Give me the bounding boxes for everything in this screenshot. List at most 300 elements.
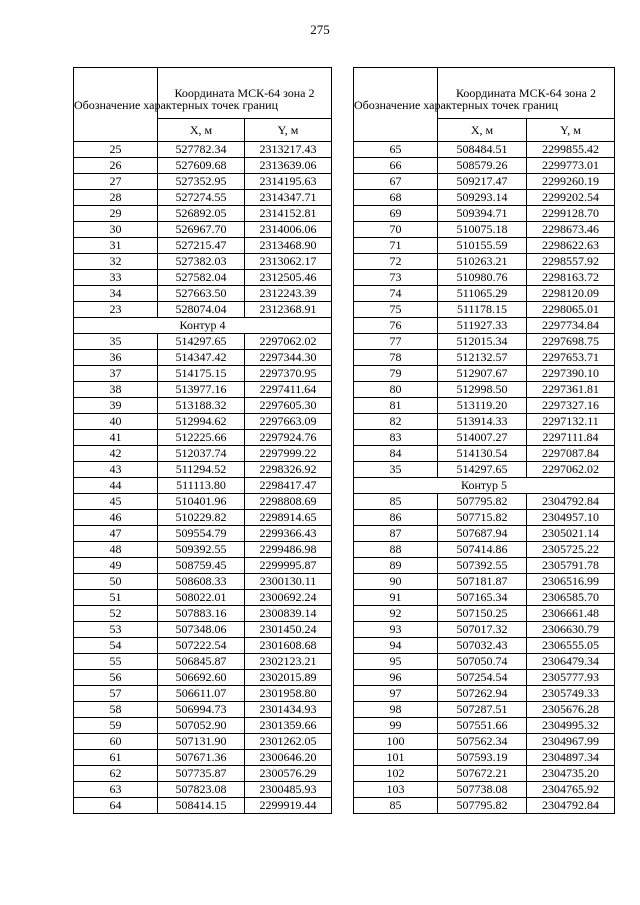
- x-coordinate-cell: 528074.04: [158, 302, 245, 318]
- table-row: [354, 334, 615, 350]
- table-row: [354, 574, 615, 590]
- x-coordinate-cell: 513188.32: [158, 398, 245, 414]
- x-coordinate-cell: 507883.16: [158, 606, 245, 622]
- table-row: [74, 222, 332, 238]
- table-row: [74, 542, 332, 558]
- table-row: [74, 174, 332, 190]
- table-row: [74, 734, 332, 750]
- point-number-cell: 48: [74, 542, 158, 558]
- x-coordinate-cell: 507181.87: [438, 574, 527, 590]
- y-coordinate-cell: 2297390.10: [527, 366, 615, 382]
- x-coordinate-cell: 507671.36: [158, 750, 245, 766]
- y-coordinate-cell: 2301958.80: [245, 686, 332, 702]
- table-row: [354, 526, 615, 542]
- y-coordinate-cell: 2300130.11: [245, 574, 332, 590]
- point-number-cell: 93: [354, 622, 438, 638]
- point-number-cell: 66: [354, 158, 438, 174]
- y-coordinate-cell: 2297734.84: [527, 318, 615, 334]
- table-row: [354, 398, 615, 414]
- y-coordinate-cell: 2305749.33: [527, 686, 615, 702]
- table-row: [354, 254, 615, 270]
- x-coordinate-cell: 526967.70: [158, 222, 245, 238]
- x-coordinate-cell: 527782.34: [158, 142, 245, 158]
- x-coordinate-cell: 508608.33: [158, 574, 245, 590]
- y-coordinate-cell: 2301450.24: [245, 622, 332, 638]
- y-coordinate-cell: 2305777.93: [527, 670, 615, 686]
- table-row: [74, 366, 332, 382]
- table-row: [354, 494, 615, 510]
- x-coordinate-cell: 514007.27: [438, 430, 527, 446]
- y-coordinate-cell: 2306661.48: [527, 606, 615, 622]
- table-row: [354, 462, 615, 478]
- point-number-cell: 85: [354, 798, 438, 814]
- x-coordinate-cell: 512015.34: [438, 334, 527, 350]
- table-row: [354, 798, 615, 814]
- point-number-cell: 82: [354, 414, 438, 430]
- point-number-cell: 75: [354, 302, 438, 318]
- y-coordinate-cell: 2299995.87: [245, 558, 332, 574]
- y-coordinate-cell: 2306555.05: [527, 638, 615, 654]
- table-row: [354, 238, 615, 254]
- table-row: [74, 590, 332, 606]
- x-coordinate-cell: 510980.76: [438, 270, 527, 286]
- x-coordinate-cell: 512037.74: [158, 446, 245, 462]
- table-row: [74, 654, 332, 670]
- table-row: [74, 606, 332, 622]
- y-coordinate-cell: 2313062.17: [245, 254, 332, 270]
- table-row: [354, 654, 615, 670]
- point-number-cell: 88: [354, 542, 438, 558]
- point-number-cell: 42: [74, 446, 158, 462]
- x-coordinate-cell: 507017.32: [438, 622, 527, 638]
- y-coordinate-cell: 2298557.92: [527, 254, 615, 270]
- table-row: [74, 782, 332, 798]
- x-coordinate-cell: 513119.20: [438, 398, 527, 414]
- point-number-cell: 96: [354, 670, 438, 686]
- contour-label: Контур 5: [354, 478, 615, 494]
- x-coordinate-cell: 506611.07: [158, 686, 245, 702]
- table-row: [354, 686, 615, 702]
- point-number-cell: 25: [74, 142, 158, 158]
- x-coordinate-cell: 507687.94: [438, 526, 527, 542]
- x-coordinate-cell: 511065.29: [438, 286, 527, 302]
- table-row: [74, 142, 332, 158]
- coordinates-table-left: [73, 67, 332, 814]
- table-row: [74, 478, 332, 494]
- y-coordinate-cell: 2313468.90: [245, 238, 332, 254]
- point-number-cell: 37: [74, 366, 158, 382]
- x-coordinate-cell: 527352.95: [158, 174, 245, 190]
- designation-header: Обозначение характерных точек границ: [74, 68, 158, 142]
- point-number-cell: 74: [354, 286, 438, 302]
- y-coordinate-cell: 2314195.63: [245, 174, 332, 190]
- table-row: [354, 750, 615, 766]
- y-coordinate-cell: 2297411.64: [245, 382, 332, 398]
- point-number-cell: 100: [354, 734, 438, 750]
- y-coordinate-cell: 2297361.81: [527, 382, 615, 398]
- table-row: [74, 574, 332, 590]
- table-row: [354, 558, 615, 574]
- table-row: [354, 430, 615, 446]
- y-coordinate-cell: 2304957.10: [527, 510, 615, 526]
- table-row: [74, 766, 332, 782]
- y-coordinate-cell: 2301434.93: [245, 702, 332, 718]
- y-coordinate-cell: 2297370.95: [245, 366, 332, 382]
- x-coordinate-cell: 507262.94: [438, 686, 527, 702]
- point-number-cell: 57: [74, 686, 158, 702]
- table-row: [74, 350, 332, 366]
- table-row: [354, 446, 615, 462]
- y-coordinate-cell: 2302123.21: [245, 654, 332, 670]
- point-number-cell: 38: [74, 382, 158, 398]
- point-number-cell: 68: [354, 190, 438, 206]
- point-number-cell: 35: [354, 462, 438, 478]
- table-row: [74, 286, 332, 302]
- point-number-cell: 53: [74, 622, 158, 638]
- point-number-cell: 81: [354, 398, 438, 414]
- x-coordinate-cell: 506845.87: [158, 654, 245, 670]
- x-coordinate-cell: 514347.42: [158, 350, 245, 366]
- y-coordinate-cell: 2304897.34: [527, 750, 615, 766]
- y-coordinate-cell: 2301359.66: [245, 718, 332, 734]
- x-coordinate-cell: 511927.33: [438, 318, 527, 334]
- table-row: [74, 238, 332, 254]
- x-coordinate-cell: 527274.55: [158, 190, 245, 206]
- point-number-cell: 54: [74, 638, 158, 654]
- x-coordinate-cell: 513914.33: [438, 414, 527, 430]
- y-coordinate-cell: 2305021.14: [527, 526, 615, 542]
- x-coordinate-cell: 508484.51: [438, 142, 527, 158]
- point-number-cell: 59: [74, 718, 158, 734]
- table-row: [354, 318, 615, 334]
- table-row: [74, 382, 332, 398]
- point-number-cell: 78: [354, 350, 438, 366]
- point-number-cell: 31: [74, 238, 158, 254]
- point-number-cell: 63: [74, 782, 158, 798]
- point-number-cell: 41: [74, 430, 158, 446]
- y-coordinate-cell: 2298417.47: [245, 478, 332, 494]
- point-number-cell: 35: [74, 334, 158, 350]
- x-coordinate-cell: 507287.51: [438, 702, 527, 718]
- x-coordinate-cell: 507052.90: [158, 718, 245, 734]
- table-row: [74, 494, 332, 510]
- table-row: [74, 670, 332, 686]
- y-coordinate-cell: 2304792.84: [527, 798, 615, 814]
- point-number-cell: 98: [354, 702, 438, 718]
- x-coordinate-cell: 507823.08: [158, 782, 245, 798]
- table-row: [74, 622, 332, 638]
- y-coordinate-cell: 2314006.06: [245, 222, 332, 238]
- point-number-cell: 83: [354, 430, 438, 446]
- x-coordinate-cell: 510075.18: [438, 222, 527, 238]
- x-coordinate-cell: 507414.86: [438, 542, 527, 558]
- table-row: [354, 222, 615, 238]
- table-row: [354, 702, 615, 718]
- point-number-cell: 40: [74, 414, 158, 430]
- x-coordinate-cell: 514297.65: [438, 462, 527, 478]
- point-number-cell: 56: [74, 670, 158, 686]
- point-number-cell: 86: [354, 510, 438, 526]
- point-number-cell: 29: [74, 206, 158, 222]
- table-row: [354, 638, 615, 654]
- x-coordinate-cell: 509392.55: [158, 542, 245, 558]
- contour-row: [74, 318, 332, 334]
- x-coordinate-cell: 507222.54: [158, 638, 245, 654]
- table-row: [74, 510, 332, 526]
- table-row: [354, 590, 615, 606]
- y-coordinate-cell: 2299260.19: [527, 174, 615, 190]
- coordinates-table-right: [353, 67, 615, 814]
- y-coordinate-cell: 2297327.16: [527, 398, 615, 414]
- point-number-cell: 23: [74, 302, 158, 318]
- x-coordinate-cell: 510155.59: [438, 238, 527, 254]
- y-coordinate-cell: 2306516.99: [527, 574, 615, 590]
- point-number-cell: 65: [354, 142, 438, 158]
- table-row: [354, 302, 615, 318]
- table-row: [354, 718, 615, 734]
- y-coordinate-cell: 2305676.28: [527, 702, 615, 718]
- x-coordinate-cell: 508579.26: [438, 158, 527, 174]
- x-coordinate-cell: 507795.82: [438, 798, 527, 814]
- y-coordinate-cell: 2298622.63: [527, 238, 615, 254]
- x-coordinate-cell: 526892.05: [158, 206, 245, 222]
- point-number-cell: 39: [74, 398, 158, 414]
- point-number-cell: 101: [354, 750, 438, 766]
- x-coordinate-cell: 507715.82: [438, 510, 527, 526]
- x-coordinate-cell: 511294.52: [158, 462, 245, 478]
- y-coordinate-cell: 2304967.99: [527, 734, 615, 750]
- y-coordinate-cell: 2313639.06: [245, 158, 332, 174]
- point-number-cell: 67: [354, 174, 438, 190]
- y-coordinate-cell: 2301608.68: [245, 638, 332, 654]
- y-coordinate-cell: 2312505.46: [245, 270, 332, 286]
- y-coordinate-cell: 2304995.32: [527, 718, 615, 734]
- point-number-cell: 69: [354, 206, 438, 222]
- x-coordinate-cell: 510401.96: [158, 494, 245, 510]
- table-row: [354, 510, 615, 526]
- x-coordinate-cell: 507593.19: [438, 750, 527, 766]
- y-coordinate-cell: 2297653.71: [527, 350, 615, 366]
- y-coordinate-cell: 2299919.44: [245, 798, 332, 814]
- y-coordinate-cell: 2300839.14: [245, 606, 332, 622]
- point-number-cell: 51: [74, 590, 158, 606]
- table-row: [74, 446, 332, 462]
- point-number-cell: 45: [74, 494, 158, 510]
- point-number-cell: 89: [354, 558, 438, 574]
- table-row: [354, 366, 615, 382]
- table-row: [74, 462, 332, 478]
- x-coordinate-cell: 513977.16: [158, 382, 245, 398]
- point-number-cell: 28: [74, 190, 158, 206]
- x-coordinate-cell: 507672.21: [438, 766, 527, 782]
- x-coordinate-cell: 509554.79: [158, 526, 245, 542]
- x-coordinate-cell: 508022.01: [158, 590, 245, 606]
- y-coordinate-cell: 2304735.20: [527, 766, 615, 782]
- y-coordinate-cell: 2297663.09: [245, 414, 332, 430]
- y-coordinate-cell: 2300646.20: [245, 750, 332, 766]
- x-coordinate-cell: 512225.66: [158, 430, 245, 446]
- x-coordinate-cell: 527215.47: [158, 238, 245, 254]
- table-row: [354, 270, 615, 286]
- point-number-cell: 47: [74, 526, 158, 542]
- x-coordinate-cell: 507150.25: [438, 606, 527, 622]
- x-coordinate-cell: 507562.34: [438, 734, 527, 750]
- y-header: Y, м: [245, 119, 332, 142]
- point-number-cell: 77: [354, 334, 438, 350]
- y-coordinate-cell: 2298914.65: [245, 510, 332, 526]
- table-row: [354, 542, 615, 558]
- y-coordinate-cell: 2300576.29: [245, 766, 332, 782]
- point-number-cell: 103: [354, 782, 438, 798]
- x-coordinate-cell: 514130.54: [438, 446, 527, 462]
- x-coordinate-cell: 507050.74: [438, 654, 527, 670]
- x-coordinate-cell: 527382.03: [158, 254, 245, 270]
- point-number-cell: 55: [74, 654, 158, 670]
- x-coordinate-cell: 512907.67: [438, 366, 527, 382]
- table-row: [74, 430, 332, 446]
- y-coordinate-cell: 2304765.92: [527, 782, 615, 798]
- x-coordinate-cell: 507392.55: [438, 558, 527, 574]
- point-number-cell: 70: [354, 222, 438, 238]
- x-coordinate-cell: 514175.15: [158, 366, 245, 382]
- page-number: 275: [310, 22, 330, 37]
- y-coordinate-cell: 2306479.34: [527, 654, 615, 670]
- table-row: [74, 414, 332, 430]
- point-number-cell: 33: [74, 270, 158, 286]
- y-coordinate-cell: 2299486.98: [245, 542, 332, 558]
- y-coordinate-cell: 2306585.70: [527, 590, 615, 606]
- x-coordinate-cell: 512132.57: [438, 350, 527, 366]
- point-number-cell: 46: [74, 510, 158, 526]
- table-row: [354, 606, 615, 622]
- point-number-cell: 72: [354, 254, 438, 270]
- table-row: [354, 158, 615, 174]
- point-number-cell: 87: [354, 526, 438, 542]
- y-coordinate-cell: 2297062.02: [245, 334, 332, 350]
- y-coordinate-cell: 2313217.43: [245, 142, 332, 158]
- y-coordinate-cell: 2300485.93: [245, 782, 332, 798]
- y-coordinate-cell: 2299128.70: [527, 206, 615, 222]
- point-number-cell: 27: [74, 174, 158, 190]
- table-row: [354, 142, 615, 158]
- point-number-cell: 36: [74, 350, 158, 366]
- table-row: [74, 750, 332, 766]
- point-number-cell: 64: [74, 798, 158, 814]
- y-coordinate-cell: 2299202.54: [527, 190, 615, 206]
- x-coordinate-cell: 527582.04: [158, 270, 245, 286]
- table-row: [354, 622, 615, 638]
- point-number-cell: 26: [74, 158, 158, 174]
- x-header: X, м: [158, 119, 245, 142]
- table-row: [74, 398, 332, 414]
- point-number-cell: 84: [354, 446, 438, 462]
- x-coordinate-cell: 527663.50: [158, 286, 245, 302]
- x-coordinate-cell: 507738.08: [438, 782, 527, 798]
- x-coordinate-cell: 511113.80: [158, 478, 245, 494]
- point-number-cell: 91: [354, 590, 438, 606]
- point-number-cell: 61: [74, 750, 158, 766]
- point-number-cell: 52: [74, 606, 158, 622]
- point-number-cell: 76: [354, 318, 438, 334]
- point-number-cell: 80: [354, 382, 438, 398]
- x-coordinate-cell: 508414.15: [158, 798, 245, 814]
- table-row: [74, 334, 332, 350]
- x-coordinate-cell: 510263.21: [438, 254, 527, 270]
- y-coordinate-cell: 2312243.39: [245, 286, 332, 302]
- y-coordinate-cell: 2314347.71: [245, 190, 332, 206]
- x-coordinate-cell: 509394.71: [438, 206, 527, 222]
- x-coordinate-cell: 507254.54: [438, 670, 527, 686]
- x-coordinate-cell: 506994.73: [158, 702, 245, 718]
- y-coordinate-cell: 2298065.01: [527, 302, 615, 318]
- y-coordinate-cell: 2312368.91: [245, 302, 332, 318]
- y-coordinate-cell: 2298673.46: [527, 222, 615, 238]
- point-number-cell: 97: [354, 686, 438, 702]
- point-number-cell: 79: [354, 366, 438, 382]
- x-coordinate-cell: 509217.47: [438, 174, 527, 190]
- table-row: [354, 190, 615, 206]
- y-coordinate-cell: 2299855.42: [527, 142, 615, 158]
- x-coordinate-cell: 508759.45: [158, 558, 245, 574]
- point-number-cell: 60: [74, 734, 158, 750]
- point-number-cell: 58: [74, 702, 158, 718]
- y-header: Y, м: [527, 119, 615, 142]
- table-row: [74, 686, 332, 702]
- y-coordinate-cell: 2297111.84: [527, 430, 615, 446]
- y-coordinate-cell: 2297344.30: [245, 350, 332, 366]
- coordinate-header: Координата МСК-64 зона 2: [158, 68, 332, 119]
- point-number-cell: 90: [354, 574, 438, 590]
- x-coordinate-cell: 507032.43: [438, 638, 527, 654]
- x-coordinate-cell: 507348.06: [158, 622, 245, 638]
- x-coordinate-cell: 512998.50: [438, 382, 527, 398]
- coordinate-header: Координата МСК-64 зона 2: [438, 68, 615, 119]
- table-row: [74, 702, 332, 718]
- x-coordinate-cell: 507551.66: [438, 718, 527, 734]
- point-number-cell: 102: [354, 766, 438, 782]
- y-coordinate-cell: 2299773.01: [527, 158, 615, 174]
- point-number-cell: 49: [74, 558, 158, 574]
- table-row: [74, 270, 332, 286]
- table-row: [74, 254, 332, 270]
- table-row: [354, 174, 615, 190]
- point-number-cell: 34: [74, 286, 158, 302]
- point-number-cell: 92: [354, 606, 438, 622]
- table-row: [74, 798, 332, 814]
- x-coordinate-cell: 514297.65: [158, 334, 245, 350]
- y-coordinate-cell: 2298808.69: [245, 494, 332, 510]
- table-row: [354, 782, 615, 798]
- y-coordinate-cell: 2297132.11: [527, 414, 615, 430]
- y-coordinate-cell: 2314152.81: [245, 206, 332, 222]
- table-row: [74, 206, 332, 222]
- point-number-cell: 30: [74, 222, 158, 238]
- table-row: [74, 190, 332, 206]
- y-coordinate-cell: 2299366.43: [245, 526, 332, 542]
- contour-row: [354, 478, 615, 494]
- point-number-cell: 32: [74, 254, 158, 270]
- point-number-cell: 85: [354, 494, 438, 510]
- point-number-cell: 73: [354, 270, 438, 286]
- table-row: [74, 558, 332, 574]
- table-row: [74, 302, 332, 318]
- point-number-cell: 99: [354, 718, 438, 734]
- x-coordinate-cell: 509293.14: [438, 190, 527, 206]
- point-number-cell: 95: [354, 654, 438, 670]
- point-number-cell: 94: [354, 638, 438, 654]
- table-row: [74, 718, 332, 734]
- y-coordinate-cell: 2298120.09: [527, 286, 615, 302]
